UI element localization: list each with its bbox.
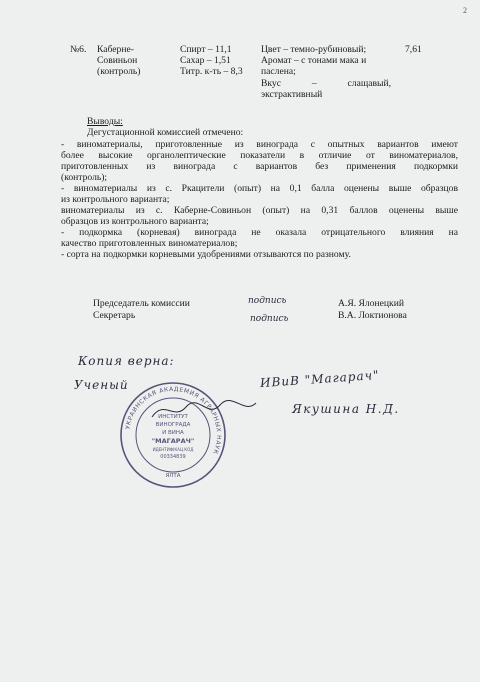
conclusion-line: - виноматериалы, приготовленные из винограда с опытных вариантов имеют	[61, 139, 458, 150]
score-cell: 7,61	[405, 44, 422, 55]
description-line: паслена;	[261, 66, 296, 78]
seal-outer-text: УКРАИНСКАЯ АКАДЕМИЯ АГРАРНЫХ НАУК	[124, 385, 223, 456]
handwritten-scientist: Ученый	[74, 378, 129, 392]
conclusion-line: (контроль);	[61, 172, 108, 184]
conclusion-line: - сорта на подкормки корневыми удобрениями отзываются по разному.	[61, 249, 351, 261]
variety-name-line: (контроль)	[97, 66, 141, 78]
conclusion-line: образцов из контрольного варианта;	[61, 216, 209, 228]
seal-center-line: ИДЕНТИФІКАЦ.КОД	[152, 447, 194, 452]
secretary-name: В.А. Локтионова	[338, 310, 407, 321]
variety-name	[97, 44, 140, 78]
conclusions-body	[61, 139, 458, 261]
row-number: №6.	[70, 44, 87, 55]
seal-center-line: 00334839	[160, 454, 186, 460]
conclusions-intro: Дегустационной комиссией отмечено:	[87, 127, 244, 138]
variety-name-line: Совиньон	[97, 55, 138, 67]
description-line: экстрактивный	[261, 88, 323, 100]
secretary-label: Секретарь	[93, 310, 136, 321]
conclusion-line: качество приготовленных виноматериалов;	[61, 238, 238, 250]
description-line: Вкус – слащавый,	[261, 77, 391, 89]
variety-name-line: Каберне-	[97, 44, 134, 55]
seal-bottom-text: ЯЛТА	[165, 473, 181, 479]
chair-signature: подпись	[248, 296, 287, 306]
conclusion-line: из контрольного варианта;	[61, 194, 170, 206]
seal-center-line: И ВИНА	[162, 430, 184, 436]
description-cell	[261, 44, 391, 100]
conclusion-line: виноматериалы из с. Каберне-Совиньон (опыт) на 0,31 баллов оценены выше	[61, 205, 458, 217]
seal-center-line: ВИНОГРАДА	[155, 422, 191, 428]
secretary-signature: подпись	[250, 314, 289, 324]
seal-center-line: ИНСТИТУТ	[158, 414, 188, 420]
signature-scribble	[150, 395, 260, 425]
conclusion-line: - подкормка (корневая) винограда не оказала отрицательного влияния на	[61, 227, 458, 239]
page-number: 2	[463, 6, 467, 15]
conclusion-line: более высокие органолептические показатели в отличие от виноматериалов,	[61, 150, 458, 162]
chair-label: Председатель комиссии	[93, 298, 190, 309]
conclusion-line: - виноматериалы из с. Ркацители (опыт) на 0,1 балла оценены выше образцов	[61, 183, 458, 195]
chair-name: А.Я. Ялонецкий	[338, 298, 404, 309]
chemistry-line: Сахар – 1,51	[180, 55, 231, 67]
conclusion-line: приготовленных из винограда с вариантов без применения подкормки	[61, 161, 458, 173]
description-line: Цвет – темно-рубиновый;	[261, 44, 367, 55]
description-line: Аромат – с тонами мака и	[261, 55, 367, 67]
chemistry-line: Титр. к-ть – 8,3	[180, 66, 243, 78]
conclusions-title: Выводы:	[87, 116, 123, 127]
handwritten-signatory: Якушина Н.Д.	[292, 402, 400, 416]
seal-center-line: "МАГАРАЧ"	[151, 437, 195, 445]
chemistry-line: Спирт – 11,1	[180, 44, 232, 55]
handwritten-institute: ИВиВ "Магарач"	[259, 367, 380, 391]
handwritten-copy-true: Копия верна:	[78, 354, 175, 368]
chemistry-cell	[180, 44, 243, 78]
